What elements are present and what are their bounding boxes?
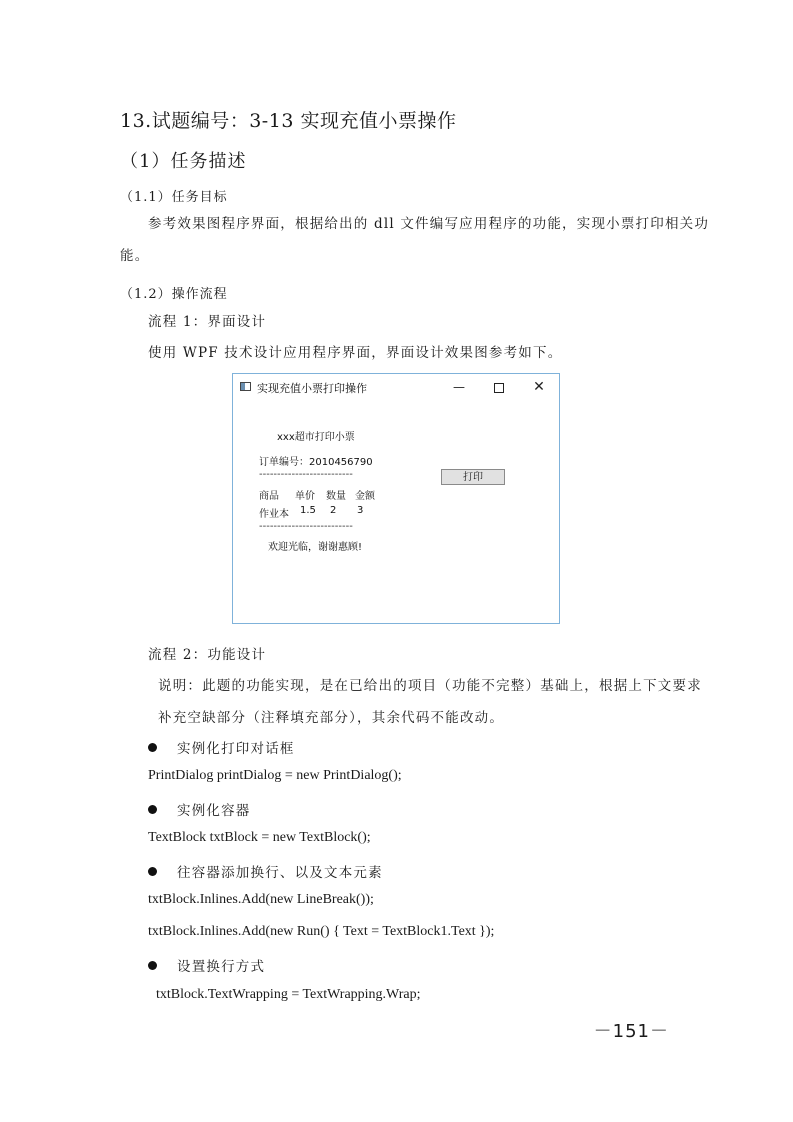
step1-bullet [148,737,295,757]
goal-text-line2: 能。 [120,248,150,264]
step1-code: PrintDialog printDialog = new PrintDialog(); [148,768,402,783]
receipt-row-amount: 3 [357,505,364,516]
page-number: －151－ [593,1021,669,1042]
receipt-title: xxx超市打印小票 [277,432,355,443]
bullet-icon [148,805,157,814]
goal-text-line1: 参考效果图程序界面，根据给出的 dll 文件编写应用程序的功能，实现小票打印相关功 [148,216,710,232]
flow2-title: 流程 2：功能设计 [148,647,267,663]
receipt-row-item: 作业本 [259,509,289,520]
app-window-icon [240,382,251,391]
step2-bullet [148,799,251,819]
bullet-icon [148,743,157,752]
subsection-operation-flow: （1.2）操作流程 [120,287,228,302]
flow1-title: 流程 1：界面设计 [148,314,267,330]
maximize-icon[interactable] [485,377,513,397]
receipt-header-qty: 数量 [326,491,346,502]
step3-code-line2: txtBlock.Inlines.Add(new Run() { Text = TextBlock1.Text }); [148,924,495,939]
receipt-header-item: 商品 [259,491,279,502]
step3-code-line1: txtBlock.Inlines.Add(new LineBreak()); [148,892,374,907]
minimize-icon[interactable]: — [453,380,465,394]
subsection-task-goal: （1.1）任务目标 [120,190,228,205]
wpf-window-preview [232,373,560,624]
close-icon[interactable]: ✕ [533,379,545,395]
section-task-description: （1）任务描述 [120,151,247,172]
step4-text: 设置换行方式 [177,959,266,975]
thanks-text: 欢迎光临，谢谢惠顾! [268,542,363,553]
note-line2: 补充空缺部分（注释填充部分），其余代码不能改动。 [158,710,505,726]
step3-bullet [148,861,383,881]
step1-text: 实例化打印对话框 [177,741,295,757]
step2-text: 实例化容器 [177,803,251,819]
print-button[interactable]: 打印 [441,469,505,485]
receipt-header-amount: 金额 [355,491,375,502]
step4-bullet [148,955,265,975]
receipt-row-qty: 2 [330,505,337,516]
step3-text: 往容器添加换行、以及文本元素 [177,865,383,881]
note-line1: 说明：此题的功能实现，是在已给出的项目（功能不完整）基础上，根据上下文要求 [158,678,702,694]
receipt-row-price: 1.5 [300,505,316,516]
window-title: 实现充值小票打印操作 [257,382,367,395]
question-heading: 13.试题编号：3-13 实现充值小票操作 [120,110,457,132]
order-number: 订单编号：2010456790 [259,457,373,468]
flow1-description: 使用 WPF 技术设计应用程序界面，界面设计效果图参考如下。 [148,345,563,361]
separator-top: -------------------------- [259,469,353,480]
bullet-icon [148,867,157,876]
window-titlebar [233,374,559,400]
step2-code: TextBlock txtBlock = new TextBlock(); [148,830,371,845]
separator-bottom: -------------------------- [259,521,353,532]
receipt-header-price: 单价 [295,491,315,502]
bullet-icon [148,961,157,970]
step4-code: txtBlock.TextWrapping = TextWrapping.Wrap; [156,987,421,1002]
